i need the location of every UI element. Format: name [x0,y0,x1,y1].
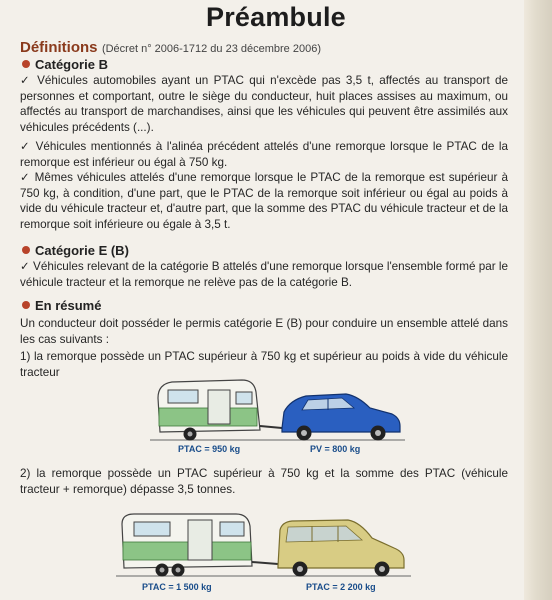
bullet-icon [22,246,30,254]
heading-text: En résumé [35,298,102,313]
illustration-caravan-and-hatchback [150,374,410,456]
definitions-line [20,39,520,57]
definitions-title: Définitions [20,39,98,56]
heading-en-resume [22,298,101,313]
hatchback-car [282,394,400,441]
definitions-subtitle: (Décret n° 2006-1712 du 23 décembre 2006) [101,43,321,55]
car-with-caravan-drawing [150,374,410,446]
heading-text: Catégorie E (B) [35,243,129,258]
heading-categorie-b [22,57,108,72]
minivan-with-caravan-drawing [116,508,416,582]
car-ptac-label: PTAC = 2 200 kg [306,582,376,592]
resume-intro: Un conducteur doit posséder le permis catégorie E (B) pour conduire un ensemble attelé dans les cas suivants : [20,317,508,346]
bullet-icon [22,60,30,68]
caravan-trailer [122,514,278,577]
illustration-caravan-and-minivan [116,508,416,596]
heading-categorie-eb [22,243,129,258]
resume-case-2: 2) la remorque possède un PTAC supérieur à 750 kg et la somme des PTAC (véhicule tracteur + remorque) dépasse 3,5 tonnes. [20,467,508,496]
car-pv-label: PV = 800 kg [310,444,361,454]
trailer-ptac-label: PTAC = 1 500 kg [142,582,212,592]
page-binding-edge [524,0,552,600]
caravan-trailer [158,380,282,441]
categorie-eb-paragraph: ✓ Véhicules relevant de la catégorie B attelés d'une remorque lorsque l'ensemble formé par le véhicule tracteur et la remorque ne relève pas de la catégorie B. [20,260,508,289]
categorie-b-paragraph-1: ✓ Véhicules automobiles ayant un PTAC qui n'excède pas 3,5 t, affectés au transport de personnes et comportant, outre le siège du conducteur, huit places assises au maximum, ou affectés au transport de marchandises, ainsi que les véhicules qui peuvent être assimilés aux véhicules précédents (...). [20,74,508,135]
categorie-b-paragraph-3: ✓ Mêmes véhicules attelés d'une remorque lorsque le PTAC de la remorque est supérieur à 750 kg, à condition, d'une part, que le PTAC de la remorque soit inférieur ou égal au poids à vide du véhicule tracteur et, d'autre part, que la somme des PTAC du véhicule tracteur et de la remorque soit inférieure ou égale à 3,5 t. [20,171,508,232]
page-title: Préambule [206,2,346,32]
resume-case-1: 1) la remorque possède un PTAC supérieur à 750 kg et supérieur au poids à vide du véhicule tracteur [20,350,508,379]
bullet-icon [22,301,30,309]
categorie-b-paragraph-2: ✓ Véhicules mentionnés à l'alinéa précédent attelés d'une remorque lorsque le PTAC de la remorque est inférieur ou égal à 750 kg. [20,140,508,169]
minivan-car [278,520,404,577]
heading-text: Catégorie B [35,57,108,72]
trailer-ptac-label: PTAC = 950 kg [178,444,241,454]
